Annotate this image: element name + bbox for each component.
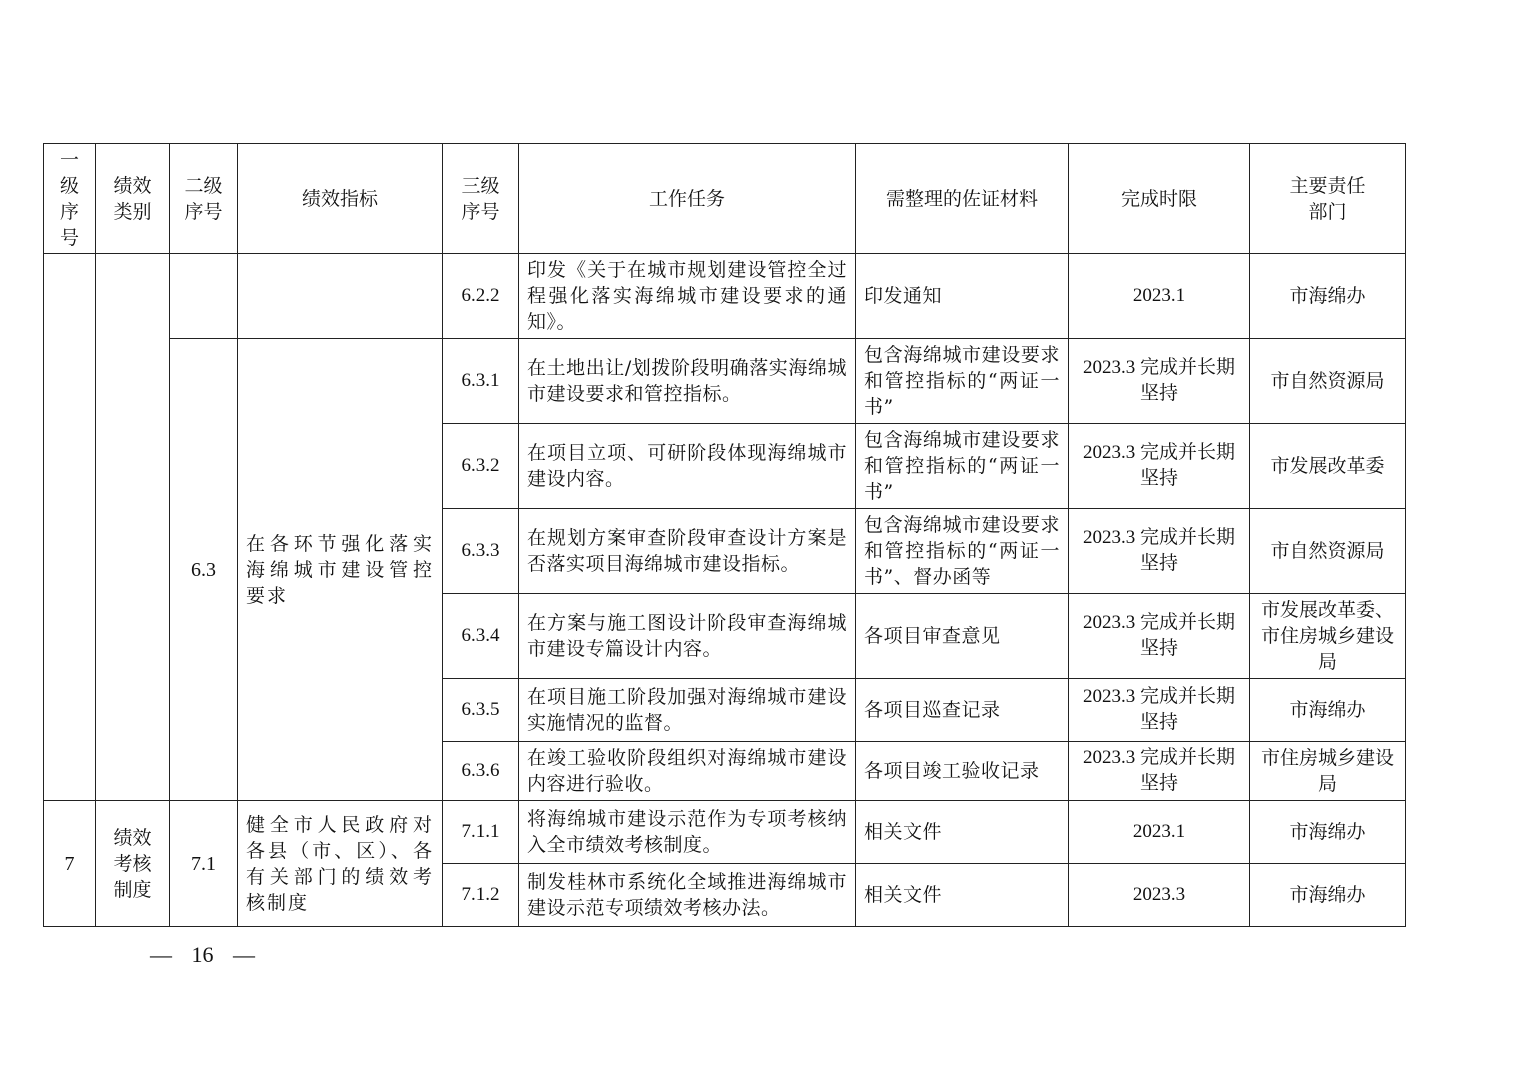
task-text: 在竣工验收阶段组织对海绵城市建设内容进行验收。 xyxy=(519,742,856,801)
material-text: 包含海绵城市建设要求和管控指标的“两证一书” xyxy=(856,424,1069,509)
task-text: 在规划方案审查阶段审查设计方案是否落实项目海绵城市建设指标。 xyxy=(519,509,856,594)
level3-code: 6.3.3 xyxy=(443,509,519,594)
header-task: 工作任务 xyxy=(519,144,856,254)
header-indicator: 绩效指标 xyxy=(238,144,443,254)
task-text: 制发桂林市系统化全域推进海绵城市建设示范专项绩效考核办法。 xyxy=(519,864,856,927)
header-level3-no: 三级 序号 xyxy=(443,144,519,254)
footer-dash-left: — xyxy=(150,942,172,967)
deadline-text: 2023.3 完成并长期坚持 xyxy=(1069,594,1250,679)
task-text: 印发《关于在城市规划建设管控全过程强化落实海绵城市建设要求的通知》。 xyxy=(519,254,856,339)
header-category: 绩效 类别 xyxy=(96,144,170,254)
category-text: 绩效 考核 制度 xyxy=(96,801,170,927)
task-text: 在土地出让/划拨阶段明确落实海绵城市建设要求和管控指标。 xyxy=(519,339,856,424)
material-text: 包含海绵城市建设要求和管控指标的“两证一书” xyxy=(856,339,1069,424)
level2-code: 6.3 xyxy=(170,339,238,801)
level3-code: 6.3.6 xyxy=(443,742,519,801)
task-text: 在项目立项、可研阶段体现海绵城市建设内容。 xyxy=(519,424,856,509)
category-cell-empty xyxy=(96,254,170,801)
deadline-text: 2023.3 完成并长期坚持 xyxy=(1069,742,1250,801)
dept-text: 市发展改革委 xyxy=(1250,424,1406,509)
table-row xyxy=(44,339,1406,424)
deadline-text: 2023.3 完成并长期坚持 xyxy=(1069,424,1250,509)
dept-text: 市海绵办 xyxy=(1250,801,1406,864)
level3-code: 6.3.4 xyxy=(443,594,519,679)
task-table xyxy=(43,143,1406,927)
level3-code: 7.1.2 xyxy=(443,864,519,927)
material-text: 各项目巡查记录 xyxy=(856,679,1069,742)
page-number: 16 xyxy=(191,942,214,967)
level2-cell-empty xyxy=(170,254,238,339)
table-row xyxy=(44,254,1406,339)
level3-code: 6.2.2 xyxy=(443,254,519,339)
material-text: 相关文件 xyxy=(856,864,1069,927)
dept-text: 市发展改革委、市住房城乡建设局 xyxy=(1250,594,1406,679)
level3-code: 6.3.2 xyxy=(443,424,519,509)
deadline-text: 2023.1 xyxy=(1069,801,1250,864)
header-deadline: 完成时限 xyxy=(1069,144,1250,254)
header-row xyxy=(44,144,1406,254)
level3-code: 6.3.5 xyxy=(443,679,519,742)
task-text: 在项目施工阶段加强对海绵城市建设实施情况的监督。 xyxy=(519,679,856,742)
header-level2-no: 二级 序号 xyxy=(170,144,238,254)
deadline-text: 2023.1 xyxy=(1069,254,1250,339)
table-row xyxy=(44,801,1406,864)
material-text: 各项目竣工验收记录 xyxy=(856,742,1069,801)
level1-cell-empty xyxy=(44,254,96,801)
deadline-text: 2023.3 完成并长期坚持 xyxy=(1069,339,1250,424)
header-material: 需整理的佐证材料 xyxy=(856,144,1069,254)
material-text: 相关文件 xyxy=(856,801,1069,864)
level2-code: 7.1 xyxy=(170,801,238,927)
dept-text: 市自然资源局 xyxy=(1250,509,1406,594)
material-text: 印发通知 xyxy=(856,254,1069,339)
indicator-cell-empty xyxy=(238,254,443,339)
material-text: 各项目审查意见 xyxy=(856,594,1069,679)
dept-text: 市海绵办 xyxy=(1250,254,1406,339)
deadline-text: 2023.3 xyxy=(1069,864,1250,927)
level3-code: 7.1.1 xyxy=(443,801,519,864)
dept-text: 市自然资源局 xyxy=(1250,339,1406,424)
page-footer xyxy=(150,942,255,968)
indicator-text: 健全市人民政府对各县（市、区）、各有关部门的绩效考核制度 xyxy=(238,801,443,927)
footer-dash-right: — xyxy=(233,942,255,967)
dept-text: 市住房城乡建设局 xyxy=(1250,742,1406,801)
level1-code: 7 xyxy=(44,801,96,927)
task-text: 在方案与施工图设计阶段审查海绵城市建设专篇设计内容。 xyxy=(519,594,856,679)
header-dept: 主要责任 部门 xyxy=(1250,144,1406,254)
material-text: 包含海绵城市建设要求和管控指标的“两证一书”、督办函等 xyxy=(856,509,1069,594)
header-level1-no: 一 级 序 号 xyxy=(44,144,96,254)
dept-text: 市海绵办 xyxy=(1250,864,1406,927)
indicator-text: 在各环节强化落实海绵城市建设管控要求 xyxy=(238,339,443,801)
deadline-text: 2023.3 完成并长期坚持 xyxy=(1069,509,1250,594)
deadline-text: 2023.3 完成并长期坚持 xyxy=(1069,679,1250,742)
level3-code: 6.3.1 xyxy=(443,339,519,424)
dept-text: 市海绵办 xyxy=(1250,679,1406,742)
task-text: 将海绵城市建设示范作为专项考核纳入全市绩效考核制度。 xyxy=(519,801,856,864)
